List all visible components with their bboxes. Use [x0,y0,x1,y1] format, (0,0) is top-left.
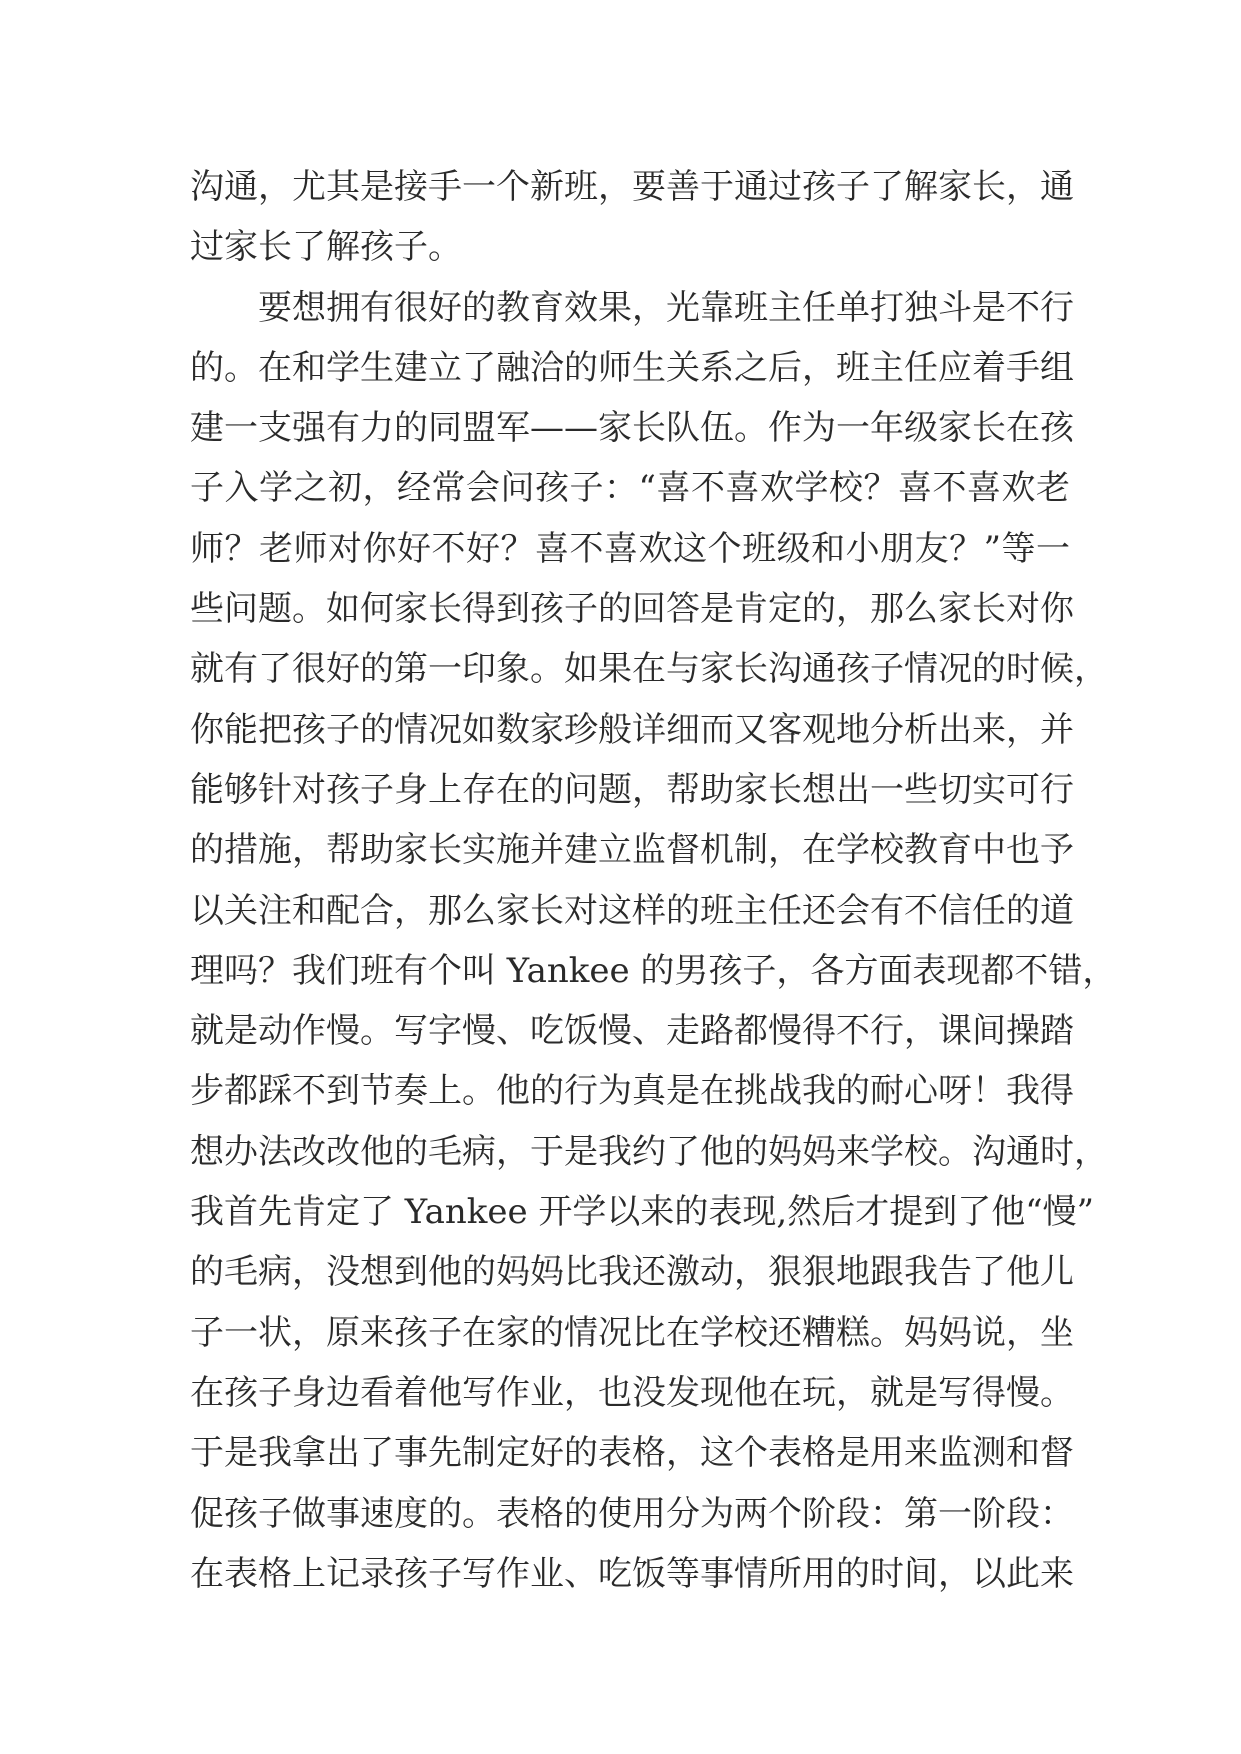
body-text [190,157,1117,1604]
text-line: 建一支强有力的同盟军——家长队伍。作为一年级家长在孩 [190,408,1074,449]
text-line: 能够针对孩子身上存在的问题，帮助家长想出一些切实可行 [190,769,1074,810]
paragraph [190,157,1074,278]
text-line: 些问题。如何家长得到孩子的回答是肯定的，那么家长对你 [190,589,1074,630]
text-line: 就有了很好的第一印象。如果在与家长沟通孩子情况的时候， [190,649,1108,690]
text-line: 的。在和学生建立了融洽的师生关系之后，班主任应着手组 [190,347,1074,388]
text-line: 子入学之初，经常会问孩子：“喜不喜欢学校？喜不喜欢老 [190,468,1070,509]
text-line: 于是我拿出了事先制定好的表格，这个表格是用来监测和督 [190,1433,1074,1474]
text-line: 促孩子做事速度的。表格的使用分为两个阶段：第一阶段： [190,1493,1074,1534]
text-line: 要想拥有很好的教育效果，光靠班主任单打独斗是不行 [258,287,1074,328]
text-line: 以关注和配合，那么家长对这样的班主任还会有不信任的道 [190,890,1074,931]
text-line: 你能把孩子的情况如数家珍般详细而又客观地分析出来，并 [190,709,1074,750]
text-line: 师？老师对你好不好？喜不喜欢这个班级和小朋友？”等一 [190,528,1070,569]
text-line: 理吗？我们班有个叫 Yankee 的男孩子，各方面表现都不错， [190,950,1117,991]
text-line: 的措施，帮助家长实施并建立监督机制，在学校教育中也予 [190,830,1074,871]
text-line: 的毛病，没想到他的妈妈比我还激动，狠狠地跟我告了他儿 [190,1252,1074,1293]
text-line: 想办法改改他的毛病，于是我约了他的妈妈来学校。沟通时， [190,1131,1108,1172]
text-line: 在表格上记录孩子写作业、吃饭等事情所用的时间，以此来 [190,1553,1074,1594]
text-line: 过家长了解孩子。 [190,227,462,268]
text-line: 沟通，尤其是接手一个新班，要善于通过孩子了解家长，通 [190,167,1074,207]
paragraph [190,278,1117,1605]
text-line: 就是动作慢。写字慢、吃饭慢、走路都慢得不行，课间操踏 [190,1011,1074,1052]
text-line: 步都踩不到节奏上。他的行为真是在挑战我的耐心呀！我得 [190,1071,1074,1112]
text-line: 子一状，原来孩子在家的情况比在学校还糟糕。妈妈说，坐 [190,1312,1074,1353]
text-line: 我首先肯定了 Yankee 开学以来的表现,然后才提到了他“慢” [190,1192,1095,1233]
text-line: 在孩子身边看着他写作业，也没发现他在玩，就是写得慢。 [190,1372,1074,1413]
